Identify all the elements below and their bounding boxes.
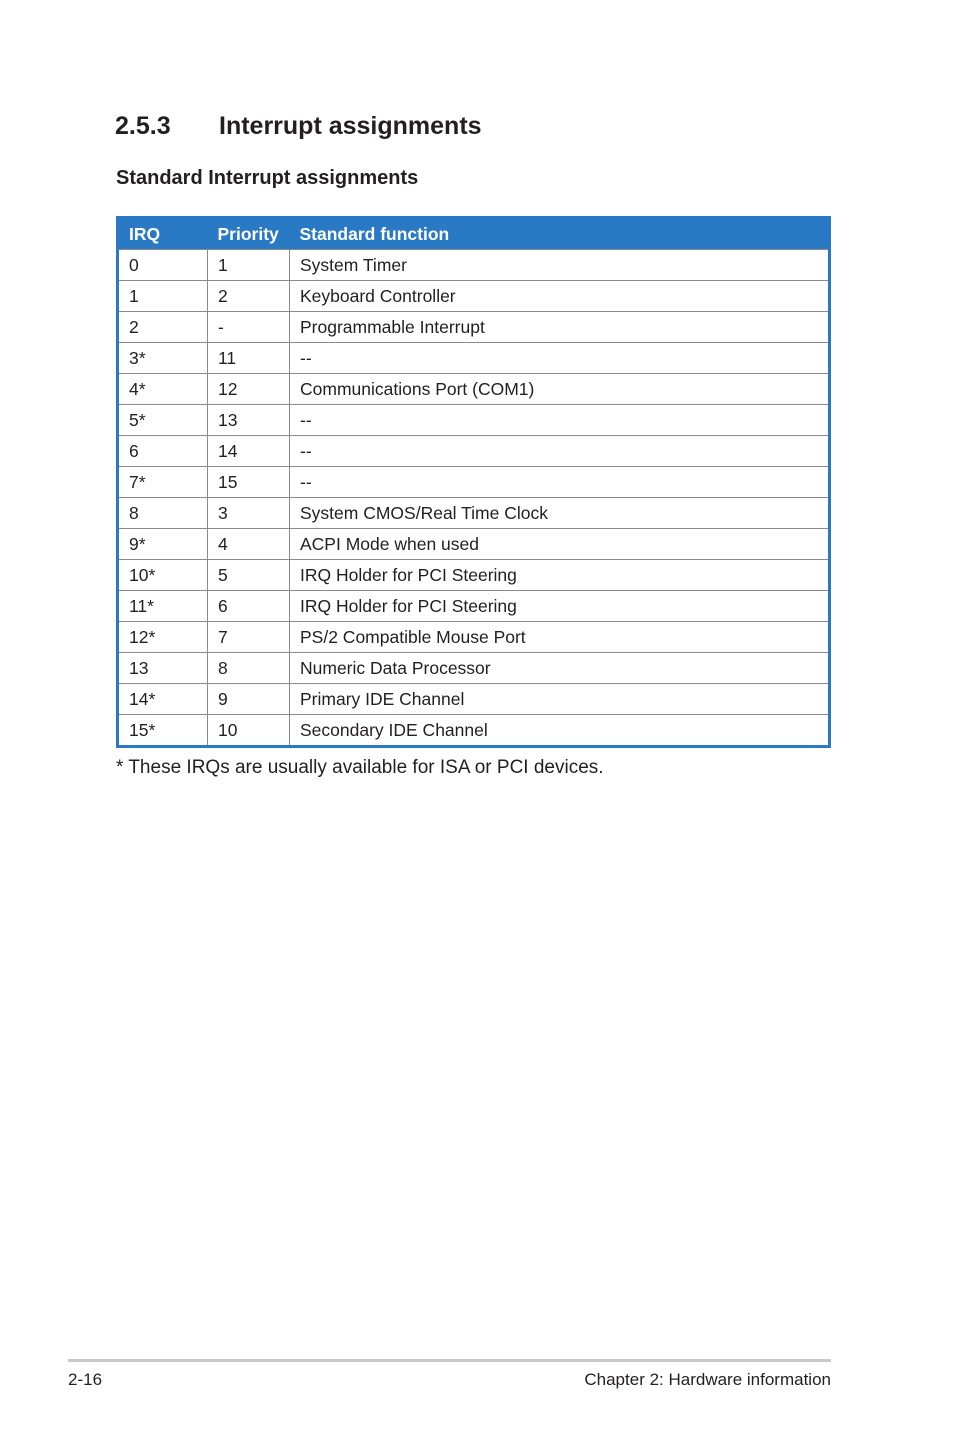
irq-cell: 9* bbox=[118, 529, 208, 560]
table-row bbox=[118, 684, 830, 715]
function-cell: Communications Port (COM1) bbox=[290, 374, 830, 405]
function-cell: Secondary IDE Channel bbox=[290, 715, 830, 747]
page-number: 2-16 bbox=[68, 1370, 103, 1389]
table-row bbox=[118, 467, 830, 498]
irq-cell: 2 bbox=[118, 312, 208, 343]
priority-cell: 13 bbox=[208, 405, 290, 436]
priority-cell: 12 bbox=[208, 374, 290, 405]
table-row bbox=[118, 250, 830, 281]
table-body bbox=[118, 250, 830, 747]
function-cell: Numeric Data Processor bbox=[290, 653, 830, 684]
function-cell: Programmable Interrupt bbox=[290, 312, 830, 343]
table-row bbox=[118, 591, 830, 622]
section-number: 2.5.3 bbox=[115, 112, 171, 140]
function-cell: PS/2 Compatible Mouse Port bbox=[290, 622, 830, 653]
irq-cell: 3* bbox=[118, 343, 208, 374]
irq-cell: 7* bbox=[118, 467, 208, 498]
priority-cell: 10 bbox=[208, 715, 290, 747]
irq-cell: 8 bbox=[118, 498, 208, 529]
function-cell: System Timer bbox=[290, 250, 830, 281]
priority-cell: 3 bbox=[208, 498, 290, 529]
table-row bbox=[118, 622, 830, 653]
irq-cell: 1 bbox=[118, 281, 208, 312]
footer-divider bbox=[68, 1359, 831, 1362]
column-header-priority: Priority bbox=[208, 218, 290, 250]
priority-cell: 15 bbox=[208, 467, 290, 498]
table-row bbox=[118, 715, 830, 747]
table-row bbox=[118, 498, 830, 529]
function-cell: System CMOS/Real Time Clock bbox=[290, 498, 830, 529]
priority-cell: 2 bbox=[208, 281, 290, 312]
subsection-title: Standard Interrupt assignments bbox=[116, 167, 419, 189]
irq-cell: 12* bbox=[118, 622, 208, 653]
priority-cell: 1 bbox=[208, 250, 290, 281]
function-cell: -- bbox=[290, 436, 830, 467]
interrupt-table bbox=[116, 216, 831, 748]
function-cell: -- bbox=[290, 343, 830, 374]
priority-cell: 4 bbox=[208, 529, 290, 560]
irq-cell: 4* bbox=[118, 374, 208, 405]
table-row bbox=[118, 436, 830, 467]
priority-cell: 8 bbox=[208, 653, 290, 684]
irq-cell: 5* bbox=[118, 405, 208, 436]
section-heading bbox=[115, 112, 482, 141]
table-row bbox=[118, 405, 830, 436]
function-cell: -- bbox=[290, 405, 830, 436]
table-row bbox=[118, 560, 830, 591]
irq-cell: 14* bbox=[118, 684, 208, 715]
function-cell: Primary IDE Channel bbox=[290, 684, 830, 715]
function-cell: Keyboard Controller bbox=[290, 281, 830, 312]
priority-cell: 14 bbox=[208, 436, 290, 467]
table-row bbox=[118, 529, 830, 560]
priority-cell: 6 bbox=[208, 591, 290, 622]
column-header-standard-function: Standard function bbox=[290, 218, 830, 250]
irq-cell: 15* bbox=[118, 715, 208, 747]
irq-cell: 0 bbox=[118, 250, 208, 281]
table-header-row bbox=[118, 218, 830, 250]
table-row bbox=[118, 653, 830, 684]
footnote: * These IRQs are usually available for ISA or PCI devices. bbox=[116, 757, 604, 778]
irq-cell: 10* bbox=[118, 560, 208, 591]
priority-cell: 11 bbox=[208, 343, 290, 374]
priority-cell: 9 bbox=[208, 684, 290, 715]
column-header-irq: IRQ bbox=[118, 218, 208, 250]
chapter-title: Chapter 2: Hardware information bbox=[584, 1370, 831, 1389]
priority-cell: - bbox=[208, 312, 290, 343]
function-cell: ACPI Mode when used bbox=[290, 529, 830, 560]
function-cell: IRQ Holder for PCI Steering bbox=[290, 591, 830, 622]
irq-cell: 6 bbox=[118, 436, 208, 467]
section-title: Interrupt assignments bbox=[219, 112, 482, 140]
priority-cell: 7 bbox=[208, 622, 290, 653]
irq-cell: 11* bbox=[118, 591, 208, 622]
table-row bbox=[118, 374, 830, 405]
priority-cell: 5 bbox=[208, 560, 290, 591]
table-row bbox=[118, 343, 830, 374]
function-cell: -- bbox=[290, 467, 830, 498]
table-row bbox=[118, 312, 830, 343]
table-row bbox=[118, 281, 830, 312]
function-cell: IRQ Holder for PCI Steering bbox=[290, 560, 830, 591]
irq-cell: 13 bbox=[118, 653, 208, 684]
